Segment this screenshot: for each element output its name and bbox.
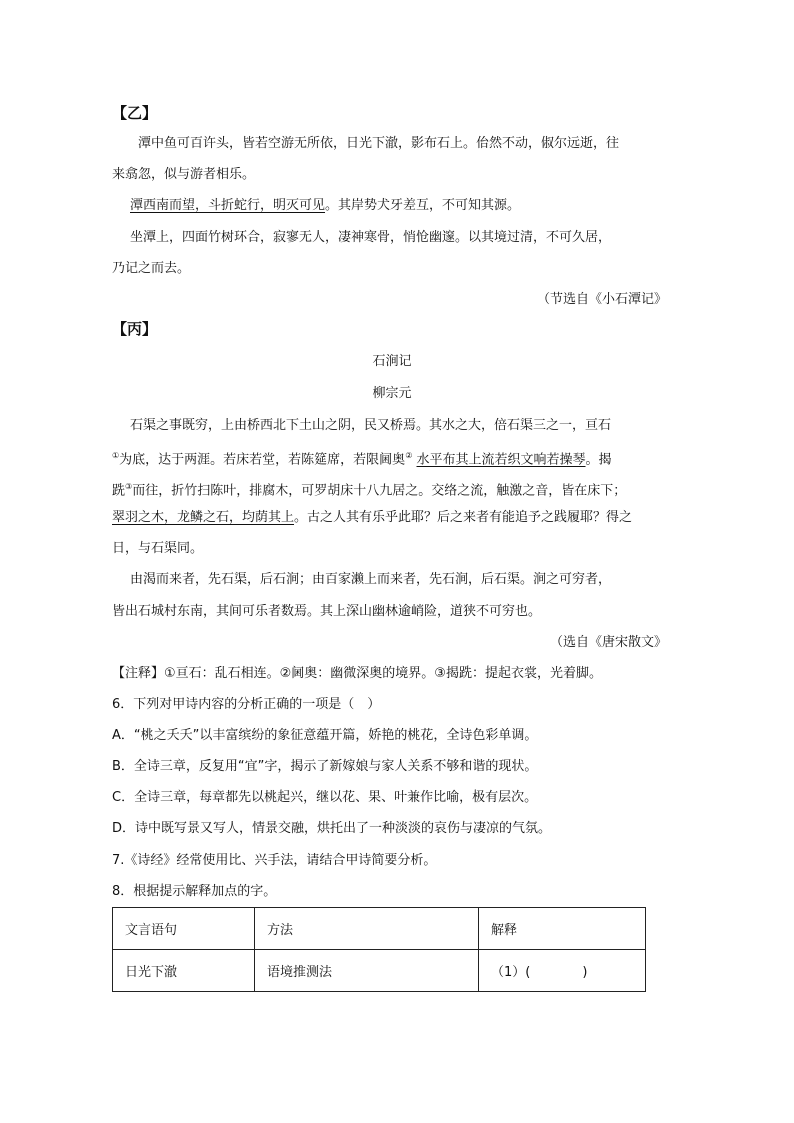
yi-source: （节选自《小石潭记》 [536, 292, 667, 307]
table-header-row [113, 908, 646, 950]
table-row [113, 950, 646, 992]
yi-underlined-sentence: 潭西南而望，斗折蛇行，明灭可见 [130, 198, 326, 213]
table-header-cell: 解释 [479, 908, 646, 950]
question-6-option-a: A．“桃之夭夭”以丰富缤纷的象征意蕴开篇，娇艳的桃花，全诗色彩单调。 [112, 728, 538, 743]
table-cell: 日光下澈 [113, 950, 255, 992]
question-6-option-b: B．全诗三章，反复用“宜”字，揭示了新嫁娘与家人关系不够和谐的现状。 [112, 759, 538, 774]
bing-p1-line-3-text: 而往，折竹扫陈叶，排腐木，可罗胡床十八九居之。交络之流，触激之音，皆在床下； [132, 483, 627, 499]
bing-p1-line-1: 石渠之事既穷，上由桥西北下土山之阴，民又桥焉。其水之大，倍石渠三之一，亘石 [130, 418, 612, 433]
yi-paragraph-2-rest: 。其岸势犬牙差互，不可知其源。 [325, 198, 521, 213]
table-cell: 语境推测法 [255, 950, 479, 992]
bing-p2-line-1: 由渴而来者，先石渠，后石涧；由百家濑上而来者，先石涧，后石渠。涧之可穷者， [130, 572, 612, 587]
yi-paragraph-1-line-2: 来翕忽，似与游者相乐。 [112, 167, 256, 182]
bing-p1-line-4 [112, 502, 672, 533]
bing-p2-line-2: 皆出石城村东南，其间可乐者数焉。其上深山幽林逾峭险，道狭不可穷也。 [112, 604, 542, 619]
bing-p1-line-2-text: 为底，达于两涯。若床若堂，若陈筵席，若限阃奥 [119, 452, 406, 468]
bing-title: 石涧记 [372, 354, 412, 369]
bing-source: （选自《唐宋散文》 [549, 635, 667, 650]
yi-paragraph-3-line-2: 乃记之而去。 [112, 261, 191, 276]
section-bing-heading: 【丙】 [112, 320, 158, 338]
yi-paragraph-2 [112, 190, 690, 221]
answer-table [112, 907, 646, 992]
table-header-cell: 方法 [255, 908, 479, 950]
table-header-cell: 文言语句 [113, 908, 255, 950]
section-yi-heading: 【乙】 [112, 104, 158, 122]
bing-underlined-sentence-2: 翠羽之木，龙鳞之石，均荫其上 [112, 510, 295, 525]
question-7: 7.《诗经》经常使用比、兴手法，请结合甲诗简要分析。 [112, 853, 437, 868]
question-8: 8．根据提示解释加点的字。 [112, 884, 277, 899]
bing-underlined-sentence-1: 水平布其上流若织文响若操琴 [416, 452, 586, 468]
question-6-option-c: C．全诗三章，每章都先以桃起兴，继以花、果、叶兼作比喻，极有层次。 [112, 790, 538, 805]
bing-p1-line-4-text: 。古之人其有乐乎此耶？后之来者有能追予之践履耶？得之 [294, 510, 633, 525]
question-6-stem: 6．下列对甲诗内容的分析正确的一项是（ ） [112, 697, 381, 712]
bing-p1-line-2-end: 。揭 [585, 452, 612, 468]
note-mark-3: ③ [125, 482, 133, 491]
bing-p1-line-5: 日，与石渠同。 [112, 541, 204, 556]
bing-author: 柳宗元 [372, 386, 412, 401]
yi-paragraph-3-line-1: 坐潭上，四面竹树环合，寂寥无人，凄神寒骨，悄怆幽邃。以其境过清，不可久居， [130, 230, 612, 245]
yi-paragraph-1-line-1: 潭中鱼可百许头，皆若空游无所依，日光下澈，影布石上。佁然不动，俶尔远逝，往 [138, 136, 620, 151]
bing-p1-line-3-start: 跣 [112, 483, 126, 499]
question-6-option-d: D．诗中既写景又写人，情景交融，烘托出了一种淡淡的哀伤与凄凉的气氛。 [112, 821, 552, 836]
note-mark-2: ② [405, 451, 413, 460]
note-mark-1: ① [112, 451, 120, 460]
answer-blank[interactable]: （1）( ) [479, 950, 646, 992]
annotations: 【注释】①亘石：乱石相连。②阃奥：幽微深奥的境界。③揭跣：提起衣裳，光着脚。 [112, 666, 602, 681]
